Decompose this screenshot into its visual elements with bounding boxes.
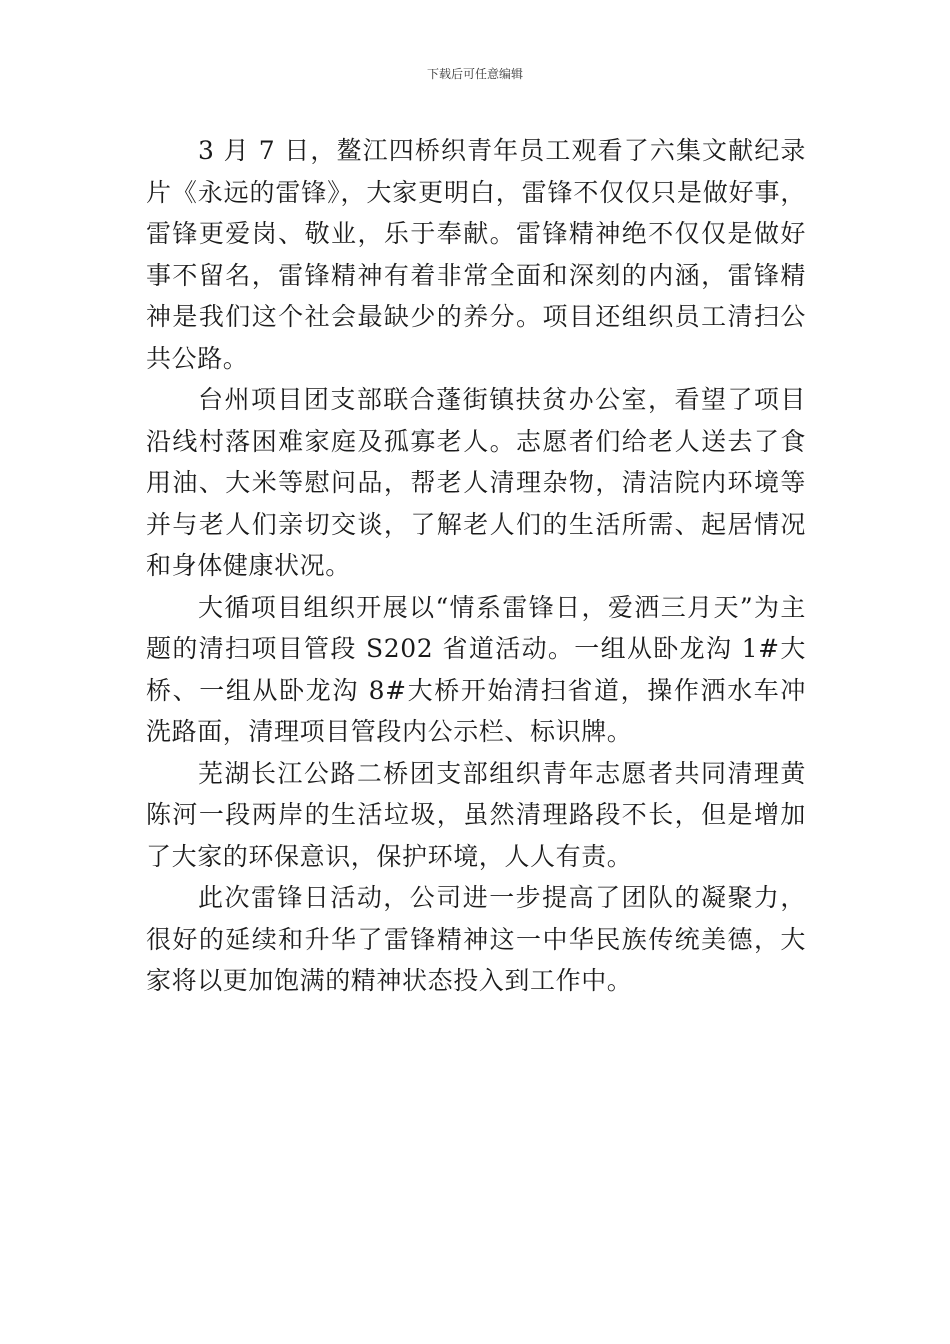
- paragraph-3: 大循项目组织开展以“情系雷锋日，爱洒三月天”为主题的清扫项目管段 S202 省道活动。一组从卧龙沟 1#大桥、一组从卧龙沟 8#大桥开始清扫省道，操作洒水车冲洗路面，清理项目管段内公示栏、标识牌。: [146, 592, 806, 746]
- document-body: [146, 130, 806, 1002]
- paragraph-1: 3 月 7 日，鳌江四桥织青年员工观看了六集文献纪录片《永远的雷锋》，大家更明白，雷锋不仅仅只是做好事，雷锋更爱岗、敬业，乐于奉献。雷锋精神绝不仅仅是做好事不留名，雷锋精神有着非常全面和深刻的内涵，雷锋精神是我们这个社会最缺少的养分。项目还组织员工清扫公共公路。: [146, 136, 806, 373]
- paragraph-5: 此次雷锋日活动，公司进一步提高了团队的凝聚力，很好的延续和升华了雷锋精神这一中华民族传统美德，大家将以更加饱满的精神状态投入到工作中。: [146, 883, 806, 995]
- page-header: 下载后可任意编辑: [426, 67, 523, 81]
- paragraph-2: 台州项目团支部联合蓬街镇扶贫办公室，看望了项目沿线村落困难家庭及孤寡老人。志愿者们给老人送去了食用油、大米等慰问品，帮老人清理杂物，清洁院内环境等并与老人们亲切交谈，了解老人们的生活所需、起居情况和身体健康状况。: [146, 385, 806, 580]
- paragraph-4: 芜湖长江公路二桥团支部组织青年志愿者共同清理黄陈河一段两岸的生活垃圾，虽然清理路段不长，但是增加了大家的环保意识，保护环境，人人有责。: [146, 758, 806, 871]
